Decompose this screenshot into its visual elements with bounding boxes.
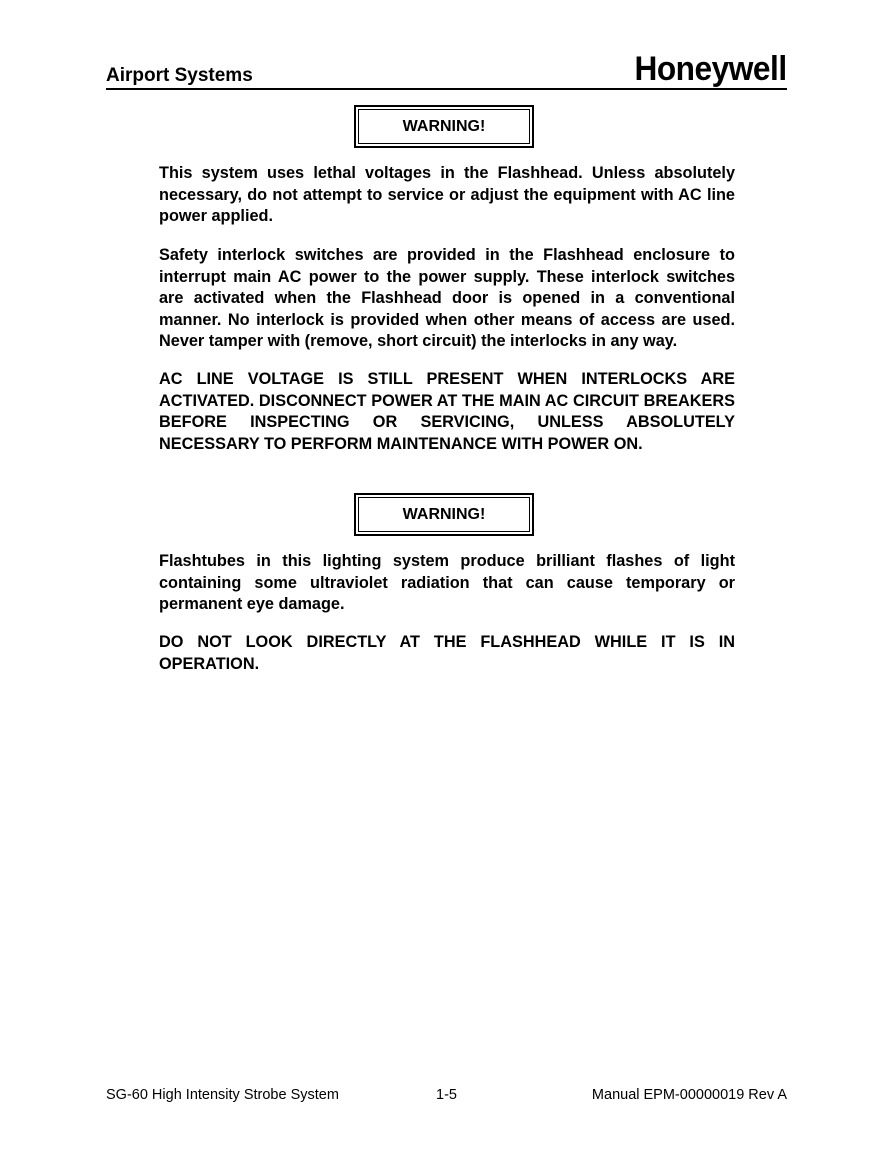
footer-manual-id: Manual EPM-00000019 Rev A [591, 1087, 787, 1103]
warning-2-paragraph-2: DO NOT LOOK DIRECTLY AT THE FLASHHEAD WHILE IT IS IN OPERATION. [159, 633, 735, 673]
footer-document-title: SG-60 High Intensity Strobe System [106, 1087, 339, 1103]
warning-2-paragraph-1: Flashtubes in this lighting system produce brilliant flashes of light containing some ultraviolet radiation that can cause temporary or permanent eye damage. [159, 552, 735, 613]
warning-box-2 [354, 493, 534, 536]
warning-box-1 [354, 105, 534, 148]
warning-1-paragraph-2: Safety interlock switches are provided in the Flashhead enclosure to interrupt main AC power to the power supply. These interlock switches are activated when the Flashhead door is opened in a conventional manner. No interlock is provided when other means of access are used. Never tamper with (remove, short circuit) the interlocks in any way. [159, 246, 735, 350]
footer-page-number: 1-5 [436, 1087, 457, 1103]
page-header [106, 48, 787, 90]
section-title: Airport Systems [106, 65, 253, 86]
honeywell-logo: Honeywell [634, 50, 787, 88]
warning-1-paragraph-1: This system uses lethal voltages in the Flashhead. Unless absolutely necessary, do not attempt to service or adjust the equipment with AC line power applied. [159, 164, 735, 225]
warning-1-paragraph-3: AC LINE VOLTAGE IS STILL PRESENT WHEN INTERLOCKS ARE ACTIVATED. DISCONNECT POWER AT THE MAIN AC CIRCUIT BREAKERS BEFORE INSPECTING OR SERVICING, UNLESS ABSOLUTELY NECESSARY TO PERFORM MAINTENANCE WITH POWER ON. [159, 370, 735, 453]
warning-label-1: WARNING! [358, 109, 530, 144]
warning-label-2: WARNING! [358, 497, 530, 532]
